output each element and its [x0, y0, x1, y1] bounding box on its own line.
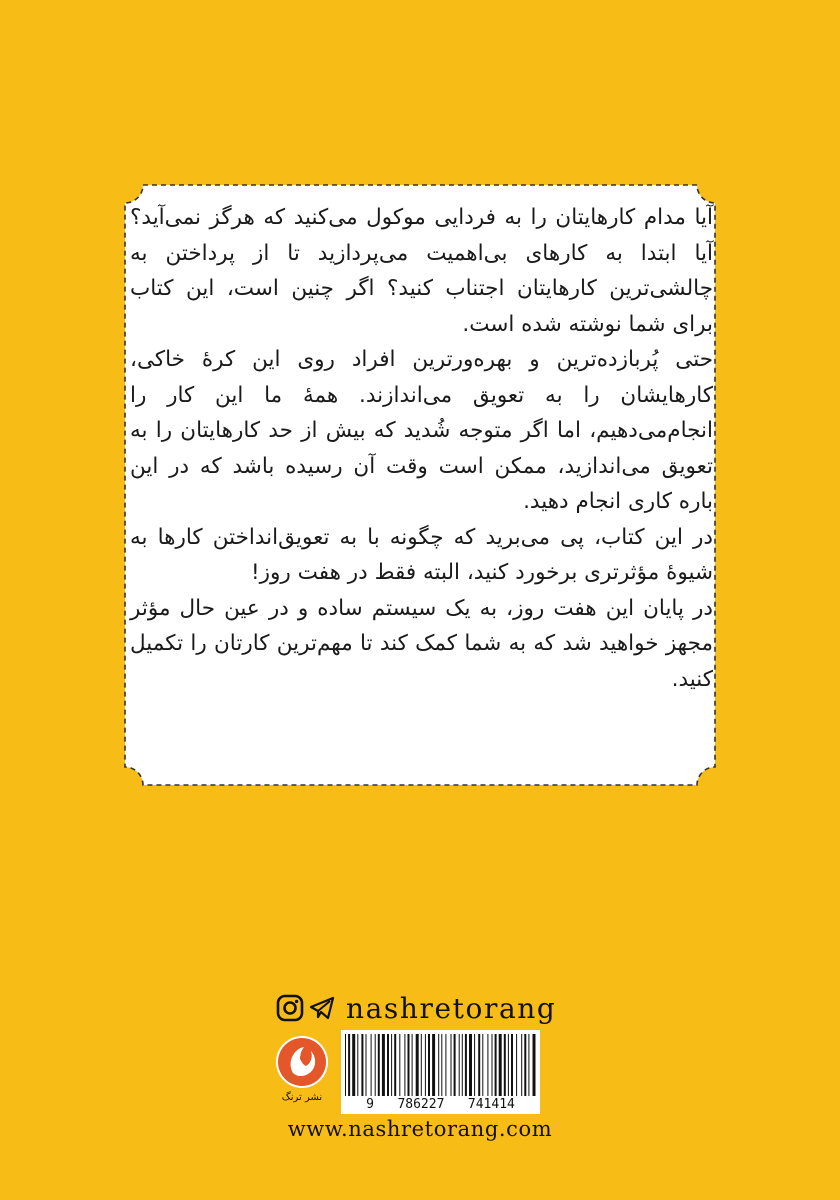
isbn-digits: 9 786227 741414	[366, 1097, 515, 1112]
social-handle-row	[276, 988, 556, 1028]
blurb-paragraph: حتی پُربازده‌ترین و بهره‌ورترین افراد روی این کرهٔ خاکی، کارهایشان را به تعویق می‌اندازند. همهٔ ما این کار را انجام‌می‌دهیم، اما اگر متوجه شُدید که بیش از حد کارهایتان را به تعویق می‌اندازید، ممکن است وقت آن رسیده باشد که در این باره کاری انجام دهید.	[130, 347, 713, 514]
telegram-icon[interactable]	[308, 994, 336, 1022]
isbn-barcode	[341, 1030, 540, 1114]
blurb-paragraph: در این کتاب، پی می‌برید که چگونه با به تعویق‌انداختن کارها به شیوهٔ مؤثرتری برخورد کنید، البته فقط در هفت روز!	[130, 524, 713, 585]
social-handle: nashretorang	[346, 991, 557, 1025]
blurb-paragraph: در پایان این هفت روز، به یک سیستم ساده و در عین حال مؤثر مجهز خواهید شد که به شما کمک کند تا مهم‌ترین کارتان را تکمیل کنید.	[130, 595, 713, 692]
back-cover-blurb	[130, 200, 713, 770]
blurb-paragraph: آیا مدام کارهایتان را به فردایی موکول می‌کنید که هرگز نمی‌آید؟ آیا ابتدا به کارهای بی‌اهمیت می‌پردازید تا از پرداختن به چالشی‌ترین کارهایتان اجتناب کنید؟ اگر چنین است، این کتاب برای شما نوشته شده است.	[130, 205, 713, 337]
instagram-icon[interactable]	[276, 994, 304, 1022]
publisher-website[interactable]: www.nashretorang.com	[287, 1117, 553, 1141]
publisher-logo-text: نشر ترنگ	[281, 1092, 323, 1103]
